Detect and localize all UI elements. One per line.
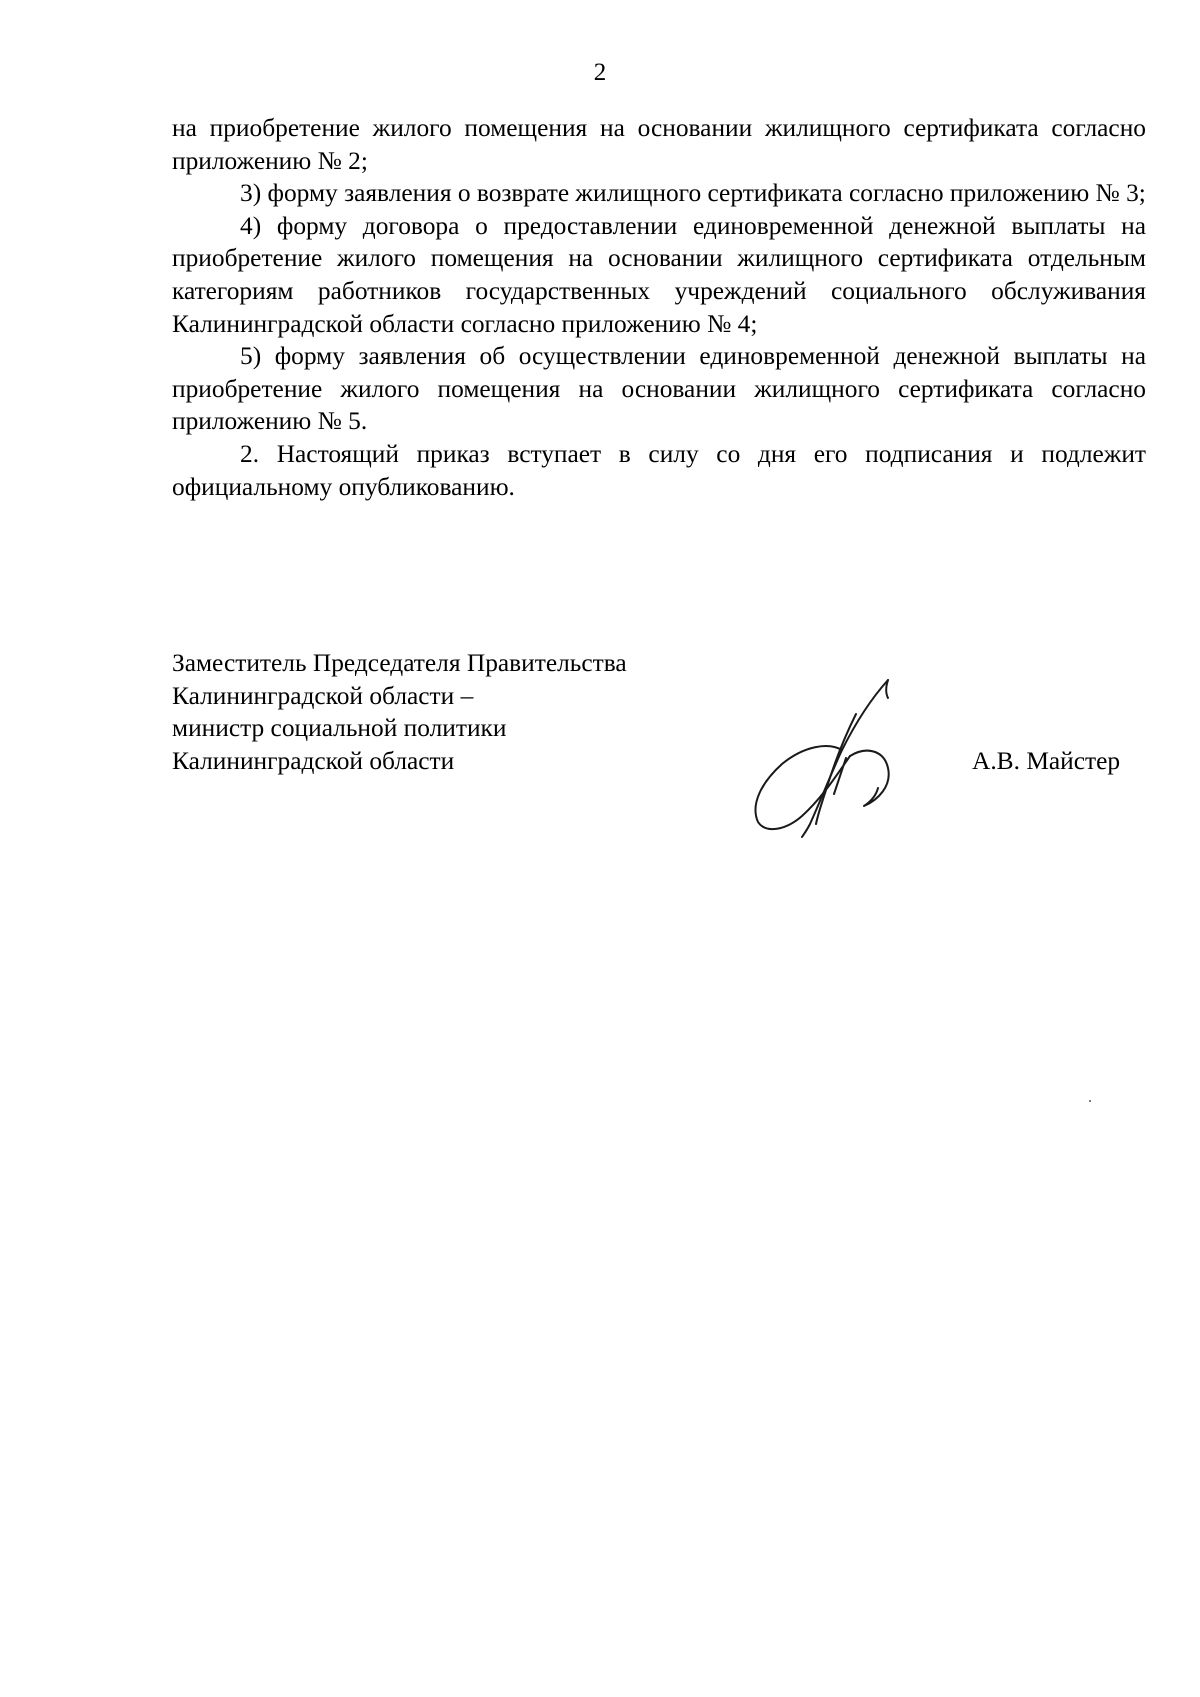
document-body — [172, 112, 1146, 503]
paragraph-item-4: 4) форму договора о предоставлении единовременной денежной выплаты на приобретение жилого помещения на основании жилищного сертификата отдельным категориям работников государственных учреждений социального обслуживания Калининградской области согласно приложению № 4; — [172, 211, 1146, 338]
signatory-position — [172, 647, 627, 777]
position-line: министр социальной политики — [172, 714, 507, 743]
paragraph-item-5: 5) форму заявления об осуществлении единовременной денежной выплаты на приобретение жилого помещения на основании жилищного сертификата согласно приложению № 5. — [172, 342, 1146, 436]
page-number: 2 — [593, 59, 607, 86]
scan-speck — [1089, 1100, 1091, 1102]
paragraph-clause-2: 2. Настоящий приказ вступает в силу со дня его подписания и подлежит официальному опубликованию. — [172, 439, 1146, 501]
position-line: Калининградской области — [172, 746, 455, 775]
position-line: Калининградской области – — [172, 681, 474, 710]
position-line: Заместитель Председателя Правительства — [172, 649, 627, 677]
handwritten-signature-icon — [738, 672, 908, 842]
paragraph-item-3: 3) форму заявления о возврате жилищного сертификата согласно приложению № 3; — [240, 179, 1146, 208]
paragraph-continuation: на приобретение жилого помещения на основании жилищного сертификата согласно приложению № 2; — [172, 114, 1146, 175]
signer-name: А.В. Майстер — [972, 747, 1121, 775]
